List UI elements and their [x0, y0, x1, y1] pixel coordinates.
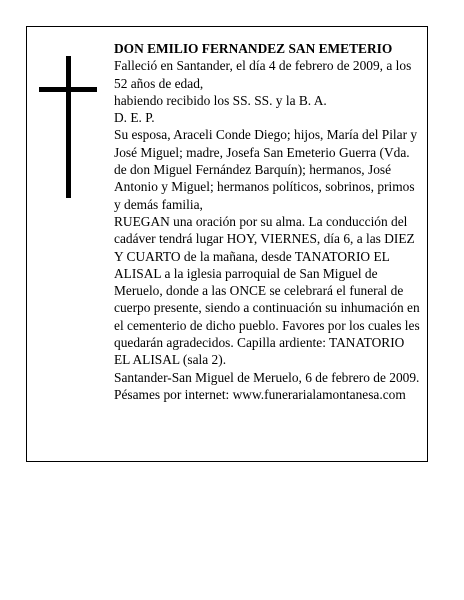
- rip-line: D. E. P.: [114, 110, 155, 126]
- deceased-name: DON EMILIO FERNANDEZ SAN EMETERIO: [114, 41, 393, 56]
- funeral-details: RUEGAN una oración por su alma. La conducción del cadáver tendrá lugar HOY, VIERNES, día 6, a las DIEZ Y CUARTO de la mañana, desde TANATORIO EL ALISAL a la iglesia parroquial de San Miguel de Meruelo, donde a las ONCE se celebrará el funeral de cuerpo presente, siendo a continuación su inhumación en el cementerio de dicho pueblo. Favores por los cuales les quedarán agradecidos. Capilla ardiente: TANATORIO EL ALISAL (sala 2).: [114, 213, 420, 368]
- online-condolences: Pésames por internet: www.funerarialamontanesa.com: [114, 386, 406, 402]
- sacraments-line: habiendo recibido los SS. SS. y la B. A.: [114, 92, 327, 108]
- cross-horizontal-bar: [39, 87, 97, 92]
- family-list: Su esposa, Araceli Conde Diego; hijos, María del Pilar y José Miguel; madre, Josefa San Emeterio Guerra (Vda. de don Miguel Fernández Barquín); hermanos, José Antonio y Miguel; hermanos políticos, sobrinos, primos y demás familia,: [114, 127, 418, 212]
- cross-vertical-bar: [66, 56, 71, 198]
- obituary-text: [114, 40, 422, 403]
- obituary-notice: [26, 26, 428, 462]
- death-announcement: Falleció en Santander, el día 4 de febrero de 2009, a los 52 años de edad,: [114, 58, 412, 91]
- place-date-line: Santander-San Miguel de Meruelo, 6 de febrero de 2009.: [114, 369, 420, 385]
